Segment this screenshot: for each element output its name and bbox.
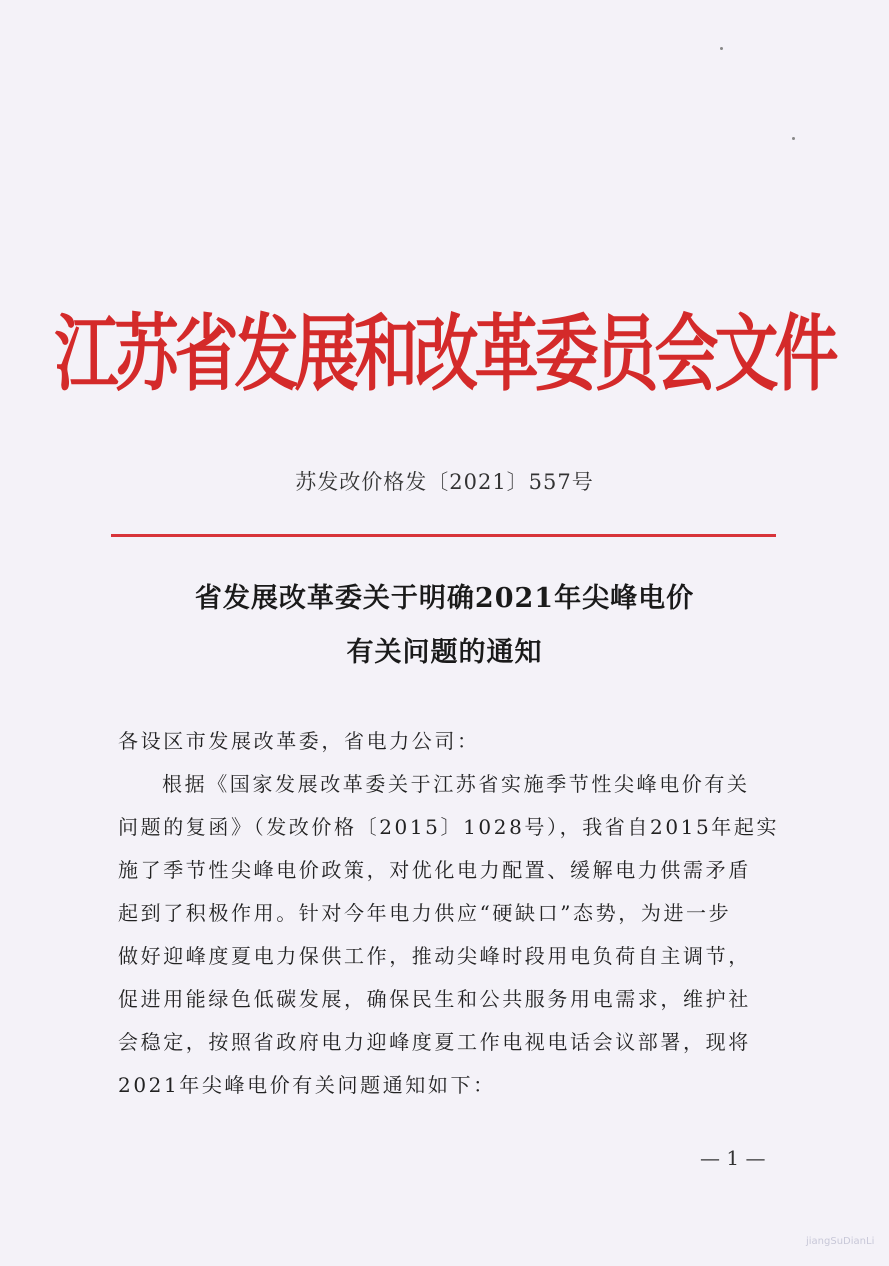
body-line: 问题的复函》（发改价格〔2015〕1028号），我省自2015年起实 [118,815,780,839]
body-line: 根据《国家发展改革委关于江苏省实施季节性尖峰电价有关 [162,772,750,796]
page-number: — 1 — [700,1146,766,1170]
watermark: jiangSuDianLi [806,1236,875,1247]
notice-title [0,572,889,680]
masthead-text: 江苏省发展和改革委员会文件 [54,306,835,404]
red-divider-line [111,534,776,537]
notice-title-line-2: 有关问题的通知 [346,637,543,668]
notice-body [118,720,780,1107]
addressee-line: 各设区市发展改革委，省电力公司： [118,729,480,753]
notice-title-line-1: 省发展改革委关于明确2021年尖峰电价 [194,583,695,614]
scan-speck [792,137,795,140]
document-number: 苏发改价格发〔2021〕557号 [295,470,594,494]
body-line: 施了季节性尖峰电价政策，对优化电力配置、缓解电力供需矛盾 [118,858,751,882]
document-masthead [0,295,889,415]
body-line: 起到了积极作用。针对今年电力供应“硬缺口”态势，为进一步 [118,901,732,925]
body-line: 2021年尖峰电价有关问题通知如下： [118,1073,496,1097]
scan-speck [720,47,723,50]
body-line: 促进用能绿色低碳发展，确保民生和公共服务用电需求，维护社 [118,987,751,1011]
body-line: 做好迎峰度夏电力保供工作，推动尖峰时段用电负荷自主调节， [118,944,751,968]
body-line: 会稳定，按照省政府电力迎峰度夏工作电视电话会议部署，现将 [118,1030,751,1054]
